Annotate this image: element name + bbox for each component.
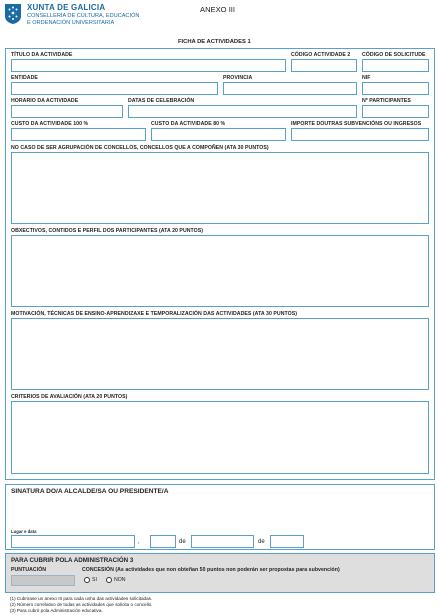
dates-input[interactable] xyxy=(128,105,357,118)
score-label: PUNTUACIÓN xyxy=(11,567,47,573)
activity-title-input[interactable] xyxy=(11,59,286,72)
motivation-textarea[interactable] xyxy=(11,318,429,390)
footnote-1: (1) Cubrirase un anexo III para cada unha das actividades solicitadas. xyxy=(10,596,153,601)
evaluation-textarea[interactable] xyxy=(11,401,429,474)
dates-label: DATAS DE CELEBRACIÓN xyxy=(128,98,195,104)
cost-100-input[interactable] xyxy=(11,128,146,141)
footnotes xyxy=(10,596,152,613)
other-subsidies-label: IMPORTE DOUTRAS SUBVENCIÓNS OU INGRESOS xyxy=(291,121,422,127)
comma-separator: , xyxy=(138,539,140,545)
schedule-label: HORARIO DA ACTIVIDADE xyxy=(11,98,79,104)
grant-yes-radio[interactable] xyxy=(84,577,90,583)
participants-label: Nº PARTICIPANTES xyxy=(362,98,411,104)
score-input[interactable] xyxy=(11,575,75,586)
entity-label: ENTIDADE xyxy=(11,75,38,81)
footnote-2: (2) Número correlativo de todas as actividades que solicita o concello. xyxy=(10,601,153,607)
province-input[interactable] xyxy=(223,82,357,95)
request-code-label: CÓDIGO DE SOLICITUDE xyxy=(362,52,426,58)
org-subtitle-line1: CONSELLERÍA DE CULTURA, EDUCACIÓN xyxy=(27,13,140,19)
month-input[interactable] xyxy=(191,535,254,548)
other-subsidies-input[interactable] xyxy=(291,128,429,141)
nif-label: NIF xyxy=(362,75,371,81)
de-separator-1: de xyxy=(179,539,186,545)
org-subtitle-line2: E ORDENACIÓN UNIVERSITARIA xyxy=(27,19,115,26)
objectives-textarea[interactable] xyxy=(11,235,429,307)
annex-title: ANEXO III xyxy=(200,5,236,14)
entity-input[interactable] xyxy=(11,82,218,95)
grant-no-radio[interactable] xyxy=(106,577,112,583)
activity-code-input[interactable] xyxy=(291,59,357,72)
org-subtitle xyxy=(27,13,139,26)
request-code-input[interactable] xyxy=(362,59,429,72)
cost-100-label: CUSTO DA ACTIVIDADE 100 % xyxy=(11,121,89,127)
xunta-logo xyxy=(4,3,22,25)
grouping-label: NO CASO DE SER AGRUPACIÓN DE CONCELLOS, CONCELLOS QUE A COMPOÑEN (ATA 30 PUNTOS) xyxy=(11,145,269,151)
nif-input[interactable] xyxy=(362,82,429,95)
grouping-textarea[interactable] xyxy=(11,152,429,224)
activity-title-label: TÍTULO DA ACTIVIDADE xyxy=(11,52,73,58)
day-input[interactable] xyxy=(150,535,176,548)
place-date-label: Lugar e data xyxy=(11,529,37,534)
evaluation-label: CRITERIOS DE AVALIACIÓN (ATA 20 PUNTOS) xyxy=(11,394,128,400)
org-name: XUNTA DE GALICIA xyxy=(27,3,106,12)
objectives-label: OBXECTIVOS, CONTIDOS E PERFIL DOS PARTICIPANTES (ATA 20 PUNTOS) xyxy=(11,228,204,234)
grant-no-label: NON xyxy=(114,577,126,583)
motivation-label: MOTIVACIÓN, TÉCNICAS DE ENSINO-APRENDIZAXE E TEMPORALIZACIÓN DAS ACTIVIDADES (ATA 30 PUNTOS) xyxy=(11,311,297,317)
year-input[interactable] xyxy=(270,535,304,548)
admin-title: PARA CUBRIR POLA ADMINISTRACIÓN 3 xyxy=(11,557,134,564)
cost-80-label: CUSTO DA ACTIVIDADE 80 % xyxy=(151,121,226,127)
place-input[interactable] xyxy=(11,535,135,548)
province-label: PROVINCIA xyxy=(223,75,253,81)
activity-code-label: CÓDIGO ACTIVIDADE 2 xyxy=(291,52,351,58)
de-separator-2: de xyxy=(258,539,265,545)
footnote-3: (3) Para cubrir pola Administración educativa. xyxy=(10,607,103,613)
signature-title: SINATURA DO/A ALCALDE/SA OU PRESIDENTE/A xyxy=(11,488,169,495)
form-title: FICHA DE ACTIVIDADES 1 xyxy=(178,39,251,45)
cost-80-input[interactable] xyxy=(151,128,286,141)
grant-yes-label: SI xyxy=(92,577,97,583)
participants-input[interactable] xyxy=(362,105,429,118)
schedule-input[interactable] xyxy=(11,105,123,118)
grant-label: CONCESIÓN (As actividades que non obteñan 50 puntos non poderán ser propostas para subvención) xyxy=(82,567,340,573)
